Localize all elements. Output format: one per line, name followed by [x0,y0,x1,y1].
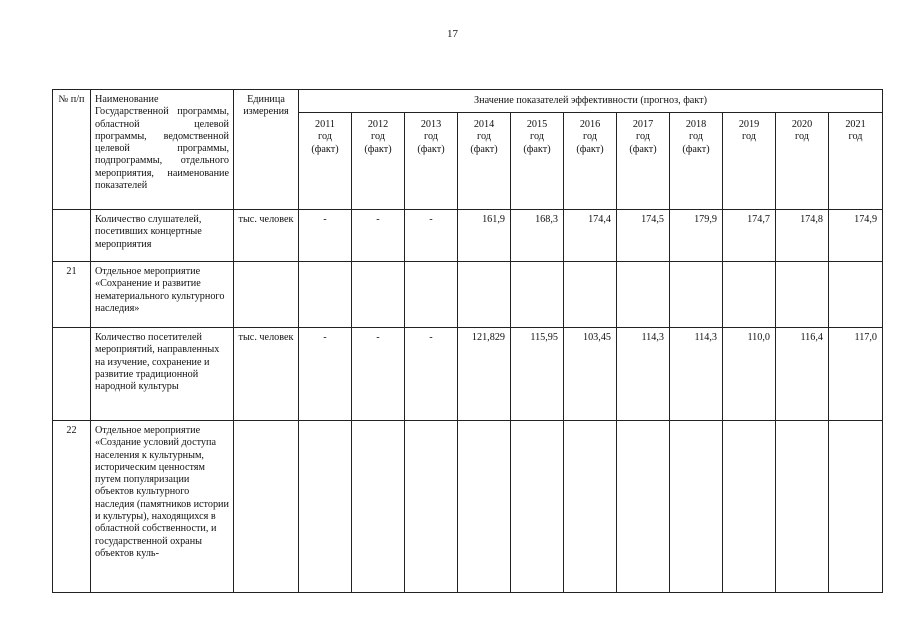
row-value-2018 [670,262,723,328]
row-unit [234,262,299,328]
efficiency-indicators-table [52,89,883,593]
table-row [53,210,883,262]
row-value-2011: - [299,210,352,262]
row-value-2011: - [299,328,352,421]
header-year-year: 2021 [845,119,866,130]
header-year-kind: (факт) [576,143,604,155]
table-row [53,328,883,421]
row-value-2012 [352,421,405,593]
page-number: 17 [447,28,458,40]
header-year-2018 [670,113,723,210]
row-unit [234,421,299,593]
row-value-2013: - [405,210,458,262]
header-year-word: год [530,131,544,143]
header-year-2012 [352,113,405,210]
header-year-2019 [723,113,776,210]
header-year-word: год [583,131,597,143]
row-value-2014: 121,829 [458,328,511,421]
header-year-word: год [689,131,703,143]
header-year-2020 [776,113,829,210]
row-value-2020 [776,262,829,328]
row-value-2013 [405,421,458,593]
header-year-2014 [458,113,511,210]
row-value-2019 [723,421,776,593]
row-num [53,328,91,421]
row-value-2021: 117,0 [829,328,883,421]
header-num: № п/п [53,90,91,210]
row-value-2015 [511,421,564,593]
row-value-2015 [511,262,564,328]
header-year-word: год [371,131,385,143]
row-value-2017 [617,421,670,593]
header-year-2015 [511,113,564,210]
row-value-2019 [723,262,776,328]
row-value-2013: - [405,328,458,421]
header-year-year: 2012 [367,119,389,130]
header-year-year: 2017 [632,119,654,130]
row-value-2017: 174,5 [617,210,670,262]
header-year-2011 [299,113,352,210]
header-year-word: год [636,131,650,143]
header-year-word: год [477,131,491,143]
row-name: Количество посетителей мероприятий, направленных на изучение, сохранение и развитие традиционной народной культуры [91,328,234,421]
header-year-word: год [318,131,332,143]
row-value-2021 [829,262,883,328]
row-value-2016 [564,262,617,328]
row-value-2021 [829,421,883,593]
header-year-2016 [564,113,617,210]
header-unit: Единица измерения [234,90,299,210]
row-value-2014 [458,262,511,328]
header-year-kind: (факт) [311,143,339,155]
row-unit: тыс. человек [234,328,299,421]
row-value-2012 [352,262,405,328]
row-value-2011 [299,421,352,593]
header-year-kind: (факт) [364,143,392,155]
row-num [53,210,91,262]
row-value-2013 [405,262,458,328]
row-value-2021: 174,9 [829,210,883,262]
header-year-year: 2020 [791,119,813,130]
row-num: 21 [53,262,91,328]
header-year-year: 2016 [579,119,601,130]
row-value-2015: 115,95 [511,328,564,421]
row-value-2015: 168,3 [511,210,564,262]
header-year-2013 [405,113,458,210]
row-name: Отдельное мероприятие «Создание условий доступа населения к культурным, историческим ценностям путем популяризации объектов культурного наследия (памятников истории и культуры), находящихся в областной собственности, и государственной охраны объектов куль- [91,421,234,593]
row-value-2018 [670,421,723,593]
row-value-2018: 114,3 [670,328,723,421]
row-value-2019: 174,7 [723,210,776,262]
row-value-2012: - [352,210,405,262]
row-name: Количество слушателей, посетивших концертные мероприятия [91,210,234,262]
row-num: 22 [53,421,91,593]
row-value-2018: 179,9 [670,210,723,262]
row-value-2011 [299,262,352,328]
row-value-2012: - [352,328,405,421]
header-year-word: год [795,131,809,143]
header-year-year: 2018 [685,119,707,130]
header-row-top [53,90,883,113]
row-value-2017 [617,262,670,328]
row-value-2016: 174,4 [564,210,617,262]
table-row [53,421,883,593]
header-year-kind: (факт) [470,143,498,155]
row-unit: тыс. человек [234,210,299,262]
row-value-2020: 116,4 [776,328,829,421]
header-year-kind: (факт) [523,143,551,155]
header-year-kind: (факт) [417,143,445,155]
header-year-word: год [424,131,438,143]
header-year-2021 [829,113,883,210]
header-name: Наименование Государственной программы, областной целевой программы, ведомственной целевой программы, подпрограммы, отдельного мероприятия, наименование показателей [91,90,234,210]
header-values-title: Значение показателей эффективности (прогноз, факт) [299,90,883,113]
header-year-kind: (факт) [629,143,657,155]
header-year-word: год [848,131,863,143]
header-year-2017 [617,113,670,210]
row-value-2020: 174,8 [776,210,829,262]
header-year-year: 2011 [315,119,335,130]
header-year-word: год [742,131,756,143]
row-value-2016: 103,45 [564,328,617,421]
row-value-2020 [776,421,829,593]
row-name: Отдельное мероприятие «Сохранение и развитие нематериального культурного наследия» [91,262,234,328]
row-value-2014: 161,9 [458,210,511,262]
row-value-2016 [564,421,617,593]
header-year-year: 2015 [526,119,548,130]
row-value-2014 [458,421,511,593]
row-value-2019: 110,0 [723,328,776,421]
header-year-kind: (факт) [682,143,710,155]
header-year-year: 2019 [738,119,760,130]
header-year-year: 2013 [420,119,442,130]
row-value-2017: 114,3 [617,328,670,421]
header-year-year: 2014 [473,119,495,130]
table-row [53,262,883,328]
